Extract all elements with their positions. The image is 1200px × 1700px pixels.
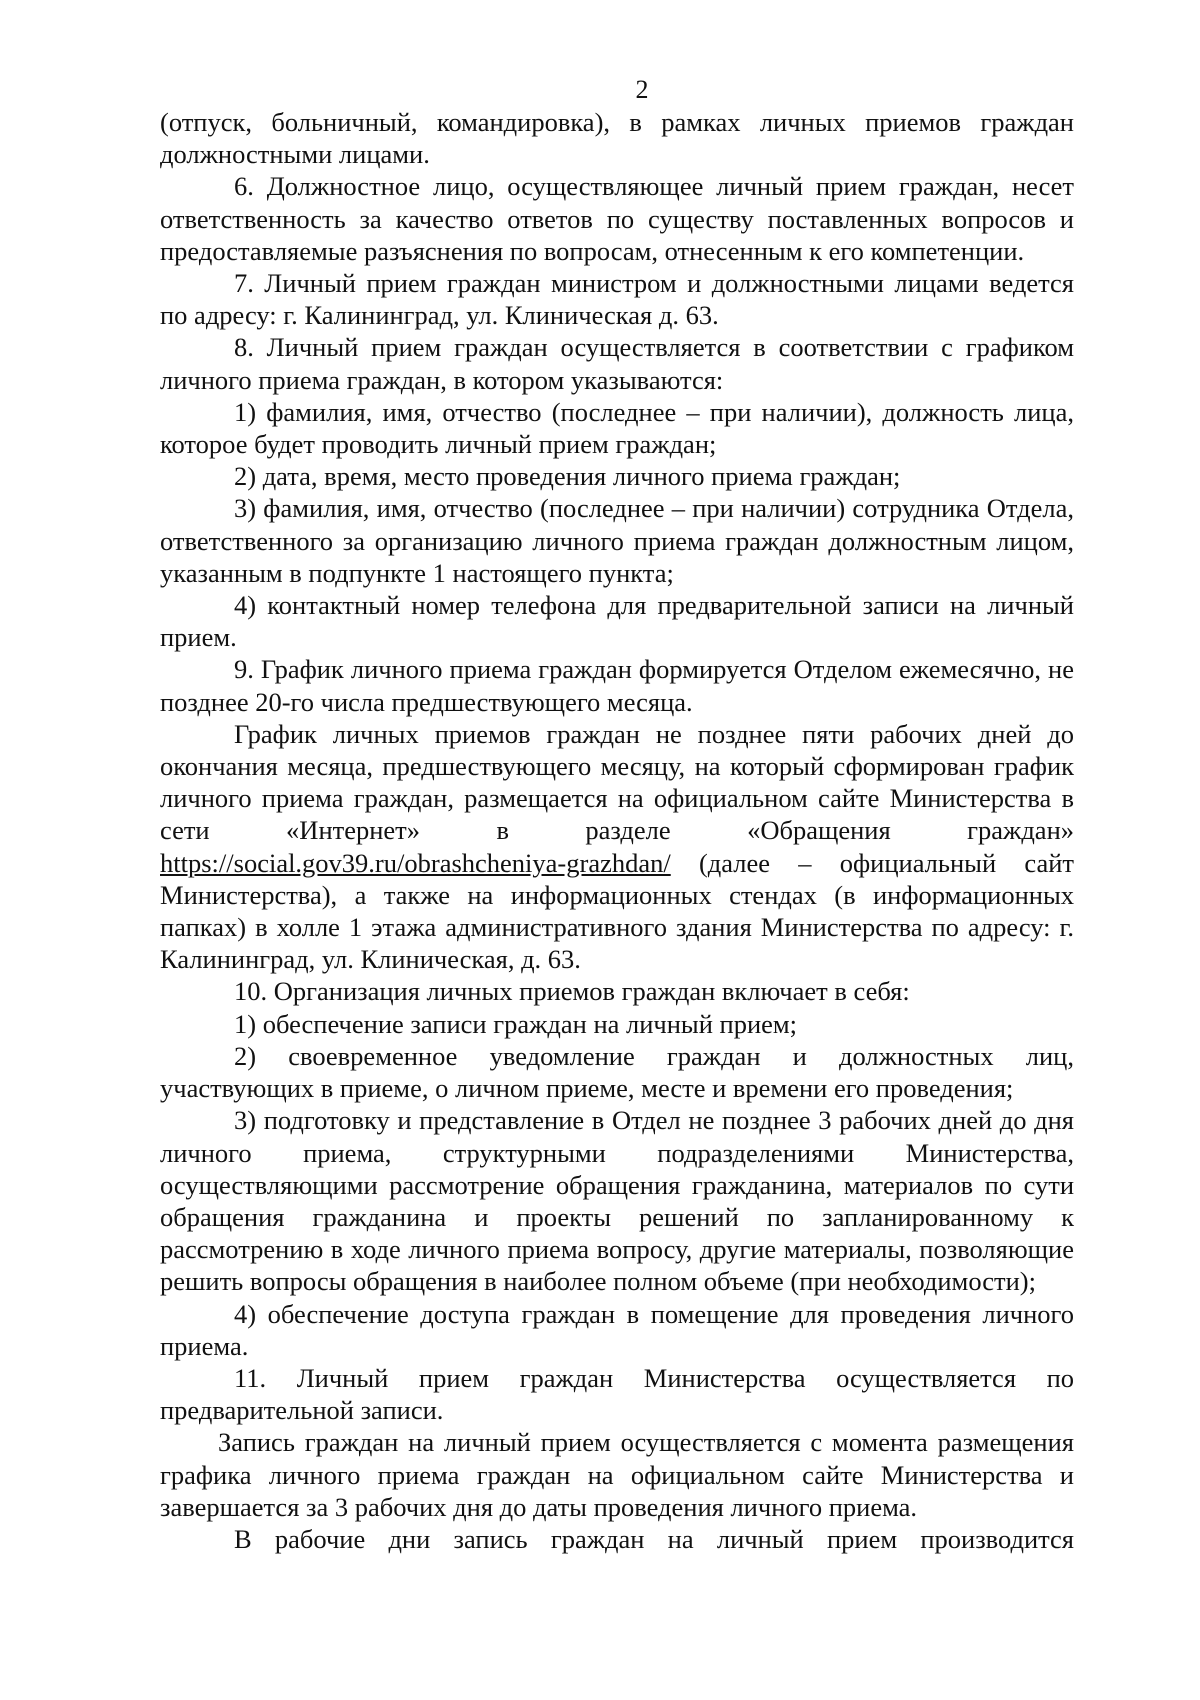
list-item: 4) контактный номер телефона для предварительной записи на личный прием.: [160, 590, 1074, 653]
paragraph-text: (далее – официальный сайт Министерства), а также на информационных стендах (в информационных папках) в холле 1 этажа административного здания Министерства по адресу: г. Калининград, ул. Клиническая, д. 63.: [160, 847, 1074, 975]
list-item: 3) подготовку и представление в Отдел не позднее 3 рабочих дней до дня личного приема, структурными подразделениями Министерства, осуществляющими рассмотрение обращения гражданина, материалов по сути обращения гражданина и проекты решений по запланированному к рассмотрению в ходе личного приема вопросу, другие материалы, позволяющие решить вопросы обращения в наиболее полном объеме (при необходимости);: [160, 1105, 1074, 1297]
list-item: 3) фамилия, имя, отчество (последнее – при наличии) сотрудника Отдела, ответственного за организацию личного приема граждан должностным лицом, указанным в подпункте 1 настоящего пункта;: [160, 493, 1074, 588]
paragraph: Запись граждан на личный прием осуществляется с момента размещения графика личного приема граждан на официальном сайте Министерства и завершается за 3 рабочих дня до даты проведения личного приема.: [160, 1427, 1074, 1522]
list-item: 1) обеспечение записи граждан на личный прием;: [234, 1008, 798, 1039]
paragraph: В рабочие дни запись граждан на личный прием производится: [234, 1523, 1074, 1554]
document-body: [160, 106, 1074, 1555]
paragraph: 10. Организация личных приемов граждан включает в себя:: [234, 976, 910, 1007]
list-item: 1) фамилия, имя, отчество (последнее – при наличии), должность лица, которое будет проводить личный прием граждан;: [160, 396, 1074, 460]
paragraph: [160, 718, 1074, 976]
list-item: 2) дата, время, место проведения личного приема граждан;: [234, 461, 901, 492]
list-item: 2) своевременное уведомление граждан и должностных лиц, участвующих в приеме, о личном приеме, месте и времени его проведения;: [160, 1040, 1074, 1104]
paragraph: 6. Должностное лицо, осуществляющее личный прием граждан, несет ответственность за качество ответов по существу поставленных вопросов и предоставляемые разъяснения по вопросам, отнесенным к его компетенции.: [160, 171, 1074, 266]
list-item: 4) обеспечение доступа граждан в помещение для проведения личного приема.: [160, 1298, 1074, 1361]
paragraph: 7. Личный прием граждан министром и должностными лицами ведется по адресу: г. Калининград, ул. Клиническая д. 63.: [160, 268, 1074, 331]
paragraph-text: График личных приемов граждан не позднее пяти рабочих дней до окончания месяца, предшествующего месяцу, на который сформирован график личного приема граждан, размещается на официальном сайте Министерства в сети «Интернет» в разделе «Обращения граждан»: [160, 718, 1074, 846]
paragraph: (отпуск, больничный, командировка), в рамках личных приемов граждан должностными лицами.: [160, 107, 1074, 170]
website-link[interactable]: https://social.gov39.ru/obrashcheniya-grazhdan/: [160, 847, 671, 878]
paragraph: 8. Личный прием граждан осуществляется в соответствии с графиком личного приема граждан, в котором указываются:: [160, 332, 1074, 395]
page-number: 2: [635, 75, 649, 104]
paragraph: 11. Личный прием граждан Министерства осуществляется по предварительной записи.: [160, 1362, 1074, 1426]
paragraph: 9. График личного приема граждан формируется Отделом ежемесячно, не позднее 20-го числа предшествующего месяца.: [160, 654, 1074, 717]
